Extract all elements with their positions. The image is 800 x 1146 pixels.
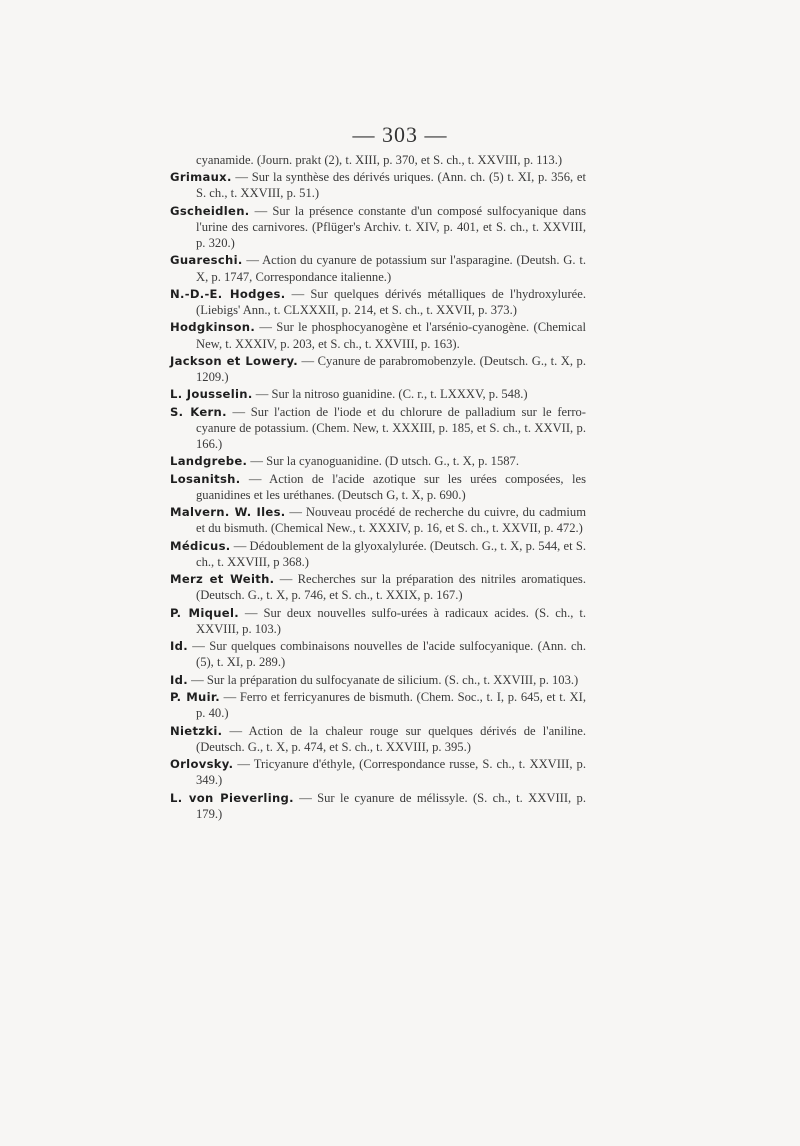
bibliography-entry: [170, 286, 586, 318]
page-number: — 303 —: [352, 122, 448, 147]
entry-text: — Sur la présence constante d'un composé sulfocyanique dans l'urine des carnivores. (Pflüger's Archiv. t. XIV, p. 401, et S. ch., t. XXVIII, p. 320.): [196, 203, 586, 251]
entry-text: — Sur quelques combinaisons nouvelles de l'acide sulfocyanique. (Ann. ch. (5), t. XI, p. 289.): [192, 639, 587, 670]
entry-text: — Action du cyanure de potassium sur l'asparagine. (Deutsh. G. t. X, p. 1747, Correspondance italienne.): [196, 253, 586, 284]
author-name: Id.: [170, 639, 188, 654]
bibliography-entry: [170, 252, 586, 284]
author-name: Grimaux.: [170, 170, 232, 185]
bibliography-entry: [170, 169, 586, 201]
bibliography-entry: [170, 152, 586, 168]
author-name: Guareschi.: [170, 253, 243, 268]
bibliography-entry: [170, 453, 586, 469]
entry-text: — Sur la cyanoguanidine. (D utsch. G., t. X, p. 1587.: [250, 454, 520, 469]
author-name: Jackson et Lowery.: [170, 353, 298, 368]
bibliography-list: [170, 152, 586, 823]
entry-text: — Action de la chaleur rouge sur quelques dérivés de l'aniline. (Deutsch. G., t. X, p. 474, et S. ch., t. XXVIII, p. 395.): [196, 723, 586, 754]
author-name: Id.: [170, 672, 188, 687]
entry-text: — Sur deux nouvelles sulfo-urées à radicaux acides. (S. ch., t. XXVIII, p. 103.): [196, 605, 586, 636]
bibliography-entry: [170, 723, 586, 755]
entry-text: — Action de l'acide azotique sur les urées composées, les guanidines et les uréthanes. (Deutsch G, t. X, p. 690.): [196, 471, 586, 502]
author-name: N.-D.-E. Hodges.: [170, 286, 286, 301]
bibliography-entry: [170, 571, 586, 603]
bibliography-entry: [170, 605, 586, 637]
author-name: Landgrebe.: [170, 454, 248, 469]
entry-text: — Sur la préparation du sulfocyanate de silicium. (S. ch., t. XXVIII, p. 103.): [191, 672, 579, 687]
entry-text: — Sur quelques dérivés métalliques de l'hydroxylurée. (Liebigs' Ann., t. CLXXXII, p. 214, et S. ch., t. XXVII, p. 373.): [196, 286, 586, 318]
author-name: Médicus.: [170, 538, 231, 553]
entry-text: — Sur l'action de l'iode et du chlorure de palladium sur le ferro-cyanure de potassium. (Chem. New, t. XXXIII, p. 185, et S. ch., t. XXVII, p. 166.): [196, 404, 586, 451]
bibliography-entry: [170, 790, 586, 822]
author-name: L. Jousselin.: [170, 387, 253, 402]
bibliography-entry: [170, 538, 586, 570]
entry-text: — Dédoublement de la glyoxalylurée. (Deutsch. G., t. X, p. 544, et S. ch., t. XXVIII, p 368.): [196, 538, 586, 569]
bibliography-entry: [170, 638, 586, 670]
bibliography-entry: [170, 471, 586, 503]
author-name: P. Miquel.: [170, 605, 239, 620]
entry-text: — Cyanure de parabromobenzyle. (Deutsch. G., t. X, p. 1209.): [196, 353, 587, 384]
bibliography-entry: [170, 386, 586, 402]
entry-text: — Recherches sur la préparation des nitriles aromatiques. (Deutsch. G., t. X, p. 746, et S. ch., t. XXIX, p. 167.): [196, 572, 586, 603]
author-name: Merz et Weith.: [170, 572, 275, 587]
entry-text: — Sur la synthèse des dérivés uriques. (Ann. ch. (5) t. XI, p. 356, et S. ch., t. XXVIII, p. 51.): [196, 170, 586, 201]
author-name: Gscheidlen.: [170, 203, 250, 218]
bibliography-entry: [170, 689, 586, 721]
author-name: Orlovsky.: [170, 757, 234, 772]
author-name: L. von Pieverling.: [170, 790, 294, 805]
author-name: Losanitsh.: [170, 471, 241, 486]
bibliography-entry: [170, 404, 586, 452]
bibliography-entry: [170, 672, 586, 688]
entry-text: — Sur le phosphocyanogène et l'arsénio-cyanogène. (Chemical New, t. XXXIV, p. 203, et S. ch., t. XXVIII, p. 163).: [196, 320, 586, 351]
bibliography-entry: [170, 203, 586, 251]
author-name: Nietzki.: [170, 723, 223, 738]
author-name: Malvern. W. Iles.: [170, 505, 286, 520]
bibliography-entry: [170, 504, 586, 536]
author-name: S. Kern.: [170, 404, 227, 419]
entry-text: — Ferro et ferricyanures de bismuth. (Chem. Soc., t. I, p. 645, et t. XI, p. 40.): [196, 690, 586, 721]
entry-text: — Sur le cyanure de mélissyle. (S. ch., t. XXVIII, p. 179.): [196, 790, 586, 821]
author-name: Hodgkinson.: [170, 320, 256, 335]
author-name: P. Muir.: [170, 690, 220, 705]
bibliography-entry: [170, 353, 586, 385]
bibliography-entry: [170, 756, 586, 788]
entry-text: cyanamide. (Journ. prakt (2), t. XIII, p. 370, et S. ch., t. XXVIII, p. 113.): [196, 153, 563, 167]
entry-text: — Nouveau procédé de recherche du cuivre, du cadmium et du bismuth. (Chemical New., t. XXXIV, p. 16, et S. ch., t. XXVII, p. 472.): [196, 505, 586, 536]
bibliography-entry: [170, 319, 586, 351]
entry-text: — Tricyanure d'éthyle, (Correspondance russe, S. ch., t. XXVIII, p. 349.): [196, 757, 586, 788]
entry-text: — Sur la nitroso guanidine. (C. r., t. LXXXV, p. 548.): [255, 387, 528, 402]
